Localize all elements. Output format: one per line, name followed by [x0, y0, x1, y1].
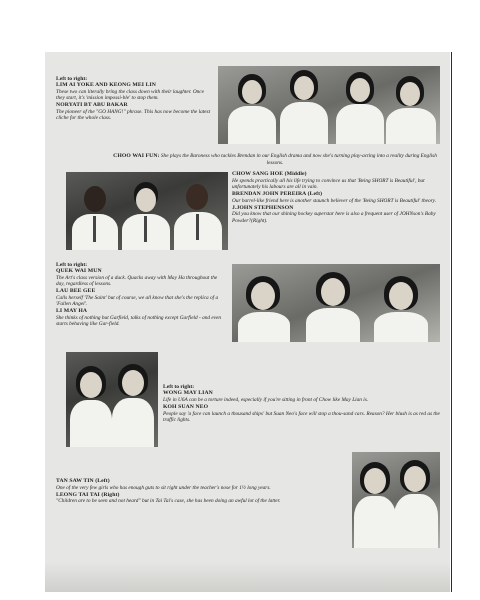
person-name: TAN SAW TIN (Left)	[56, 478, 110, 484]
person-name: WONG MAY LIAN	[163, 390, 213, 397]
person-desc: The Art's class version of a duck. Quacks away with May Ha throughout the day, regardless of lessons.	[56, 274, 218, 288]
person-name: LIM AI YOKE AND KEONG MEI LIN	[56, 82, 157, 89]
section4-label: Left to right:	[163, 384, 195, 390]
person-desc: Did you know that our shining hockey superstar here is also a frequent user of JOHNson's Baby Powder?(Right).	[232, 211, 436, 224]
page-edge	[451, 52, 452, 592]
photo-four-girls	[218, 66, 440, 144]
photo-three-girls	[232, 264, 440, 342]
person-desc: She plays the Baroness who tackles Brendan in our English drama and now she's turning play-acting into a reality during English lessons.	[160, 153, 437, 166]
person-desc: "Children are to be seen and not heard" but in Tai Tai's case, she has been doing an awful lot of the latter.	[56, 498, 281, 505]
person-name: J.JOHN STEPHENSON	[232, 204, 294, 211]
person-desc: One of the very few girls who has enough guts to sit right under the teacher's nose for 1½ long years.	[56, 484, 271, 491]
person-name: LAU BEE GEE	[56, 288, 96, 295]
person-desc: These two can literally bring the class down with their laughter. Once they start, it's 'mission impossi-ble' to stop them.	[56, 88, 205, 102]
person-name: KOH SUAN NEO	[163, 404, 209, 411]
person-name: QUEK WAI MUN	[56, 268, 102, 275]
photo-two-girls	[66, 352, 158, 447]
person-name: BRENDAN JOHN PEREIRA (Left)	[232, 191, 323, 197]
person-name: LI MAY HA	[56, 308, 88, 315]
choo-caption	[110, 153, 440, 166]
photo-two-girls-bottom	[352, 452, 440, 548]
section1-block	[56, 76, 214, 121]
person-desc: The pioneer of the "GO HANG!" phrase. This has now become the latest cliche for the whole class.	[56, 108, 211, 122]
person-desc: People say 'a face can launch a thousand ships' but Suan Neo's face will stop a thou-sand cars. Reason? Her blush is as red as the traffic lights.	[163, 410, 440, 423]
person-name: CHOW SANG HOE (Middle)	[232, 171, 307, 177]
person-desc: Our barrel-like friend here is another staunch believer of the 'Being SHORT is Beautiful' theory.	[232, 197, 437, 204]
person-desc: Life in U6A can be a torture indeed, especially if you're sitting in front of Chow like May Lian is.	[163, 396, 369, 403]
section5-block	[56, 478, 342, 505]
section3-label: Left to right:	[56, 262, 88, 268]
section1-label: Left to right:	[56, 76, 88, 82]
section4-block	[163, 384, 441, 423]
person-name: LEONG TAI TAI (Right)	[56, 491, 120, 498]
section2-block	[232, 171, 440, 224]
person-name: CHOO WAI FUN:	[113, 153, 160, 159]
person-desc: He spends practically all his life trying to convince us that 'Being SHORT is Beautiful', but unfortunately his labours are all in vain.	[232, 177, 425, 190]
person-desc: She thinks of nothing but Garfield, talks of nothing except Garfield - and even starts behaving like Gar-field.	[56, 314, 222, 328]
section3-block	[56, 262, 226, 327]
photo-three-boys	[66, 172, 228, 250]
person-desc: Calls herself 'The Saint' but of course, we all know that she's the replica of a 'Fallen Angel'.	[56, 294, 219, 308]
person-name: NORYATI BT ABU BAKAR	[56, 102, 128, 109]
